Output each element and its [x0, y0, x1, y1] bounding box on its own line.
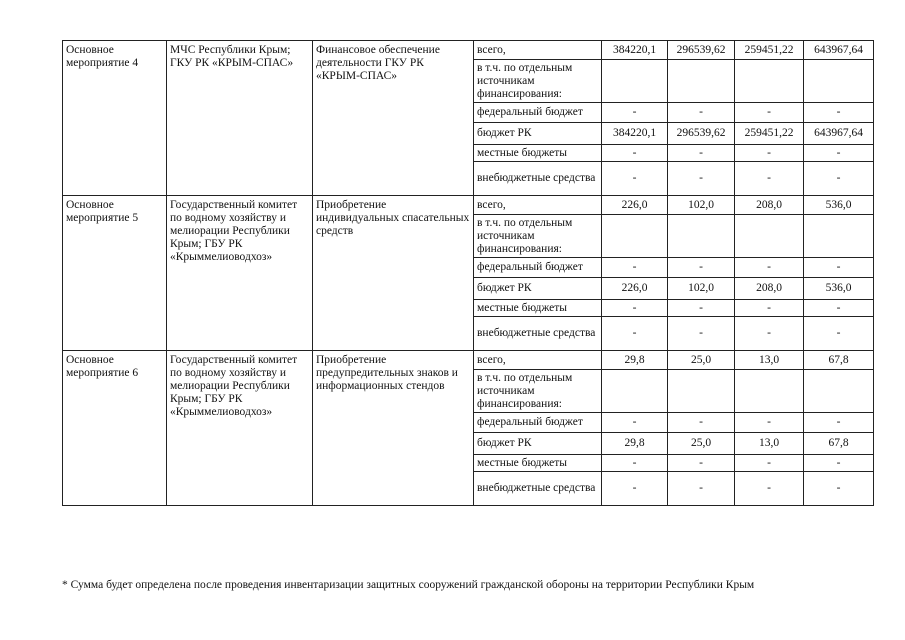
- source-label: в т.ч. по отдельным источникам финансирования:: [474, 60, 602, 103]
- amount-cell: [602, 215, 668, 258]
- amount-cell: 296539,62: [668, 123, 735, 145]
- amount-cell: 13,0: [735, 433, 804, 455]
- amount-cell: 643967,64: [804, 123, 874, 145]
- amount-cell: -: [804, 162, 874, 196]
- amount-cell: -: [602, 300, 668, 317]
- amount-cell: -: [804, 472, 874, 506]
- source-label: в т.ч. по отдельным источникам финансирования:: [474, 370, 602, 413]
- amount-cell: [602, 370, 668, 413]
- activity-cell: Основное мероприятие 4: [63, 41, 167, 196]
- purpose-cell: Приобретение предупредительных знаков и информационных стендов: [313, 351, 474, 506]
- amount-cell: -: [668, 455, 735, 472]
- table-body: [63, 41, 874, 506]
- source-label: всего,: [474, 196, 602, 215]
- amount-cell: -: [668, 162, 735, 196]
- amount-cell: [804, 215, 874, 258]
- amount-cell: 102,0: [668, 196, 735, 215]
- source-label: местные бюджеты: [474, 300, 602, 317]
- amount-cell: [668, 370, 735, 413]
- table-row: [63, 351, 874, 370]
- source-label: внебюджетные средства: [474, 317, 602, 351]
- source-label: внебюджетные средства: [474, 162, 602, 196]
- amount-cell: -: [804, 455, 874, 472]
- amount-cell: -: [735, 258, 804, 278]
- amount-cell: -: [668, 413, 735, 433]
- source-label: в т.ч. по отдельным источникам финансирования:: [474, 215, 602, 258]
- amount-cell: 643967,64: [804, 41, 874, 60]
- source-label: внебюджетные средства: [474, 472, 602, 506]
- amount-cell: 29,8: [602, 351, 668, 370]
- amount-cell: -: [735, 300, 804, 317]
- amount-cell: -: [668, 145, 735, 162]
- amount-cell: -: [735, 413, 804, 433]
- amount-cell: 25,0: [668, 433, 735, 455]
- amount-cell: -: [804, 103, 874, 123]
- amount-cell: [735, 370, 804, 413]
- amount-cell: 67,8: [804, 433, 874, 455]
- source-label: федеральный бюджет: [474, 103, 602, 123]
- amount-cell: -: [668, 472, 735, 506]
- source-label: федеральный бюджет: [474, 258, 602, 278]
- amount-cell: -: [735, 472, 804, 506]
- activity-cell: Основное мероприятие 5: [63, 196, 167, 351]
- executor-cell: Государственный комитет по водному хозяйству и мелиорации Республики Крым; ГБУ РК «Крыммелиоводхоз»: [167, 196, 313, 351]
- amount-cell: -: [804, 413, 874, 433]
- source-label: бюджет РК: [474, 123, 602, 145]
- amount-cell: [804, 370, 874, 413]
- amount-cell: [602, 60, 668, 103]
- amount-cell: 384220,1: [602, 123, 668, 145]
- source-label: бюджет РК: [474, 278, 602, 300]
- executor-cell: Государственный комитет по водному хозяйству и мелиорации Республики Крым; ГБУ РК «Крыммелиоводхоз»: [167, 351, 313, 506]
- amount-cell: 536,0: [804, 278, 874, 300]
- footnote: * Сумма будет определена после проведения инвентаризации защитных сооружений гражданской обороны на территории Республики Крым: [62, 579, 755, 591]
- amount-cell: -: [735, 455, 804, 472]
- amount-cell: -: [668, 103, 735, 123]
- source-label: бюджет РК: [474, 433, 602, 455]
- amount-cell: -: [735, 145, 804, 162]
- amount-cell: -: [668, 300, 735, 317]
- amount-cell: [735, 215, 804, 258]
- amount-cell: 259451,22: [735, 41, 804, 60]
- amount-cell: 25,0: [668, 351, 735, 370]
- amount-cell: -: [602, 103, 668, 123]
- amount-cell: [804, 60, 874, 103]
- table-row: [63, 41, 874, 60]
- amount-cell: -: [668, 258, 735, 278]
- amount-cell: -: [602, 258, 668, 278]
- amount-cell: 296539,62: [668, 41, 735, 60]
- amount-cell: -: [804, 258, 874, 278]
- amount-cell: 102,0: [668, 278, 735, 300]
- amount-cell: 384220,1: [602, 41, 668, 60]
- amount-cell: 208,0: [735, 196, 804, 215]
- amount-cell: 226,0: [602, 196, 668, 215]
- amount-cell: -: [735, 103, 804, 123]
- amount-cell: -: [602, 317, 668, 351]
- amount-cell: 536,0: [804, 196, 874, 215]
- financing-table: [62, 40, 874, 506]
- table-row: [63, 196, 874, 215]
- amount-cell: [735, 60, 804, 103]
- source-label: всего,: [474, 351, 602, 370]
- amount-cell: -: [804, 145, 874, 162]
- amount-cell: 259451,22: [735, 123, 804, 145]
- amount-cell: [668, 60, 735, 103]
- amount-cell: -: [602, 455, 668, 472]
- activity-cell: Основное мероприятие 6: [63, 351, 167, 506]
- amount-cell: -: [804, 300, 874, 317]
- purpose-cell: Приобретение индивидуальных спасательных средств: [313, 196, 474, 351]
- amount-cell: 29,8: [602, 433, 668, 455]
- source-label: местные бюджеты: [474, 455, 602, 472]
- amount-cell: 67,8: [804, 351, 874, 370]
- amount-cell: -: [602, 145, 668, 162]
- amount-cell: -: [602, 472, 668, 506]
- source-label: местные бюджеты: [474, 145, 602, 162]
- amount-cell: -: [804, 317, 874, 351]
- source-label: федеральный бюджет: [474, 413, 602, 433]
- amount-cell: -: [668, 317, 735, 351]
- amount-cell: 226,0: [602, 278, 668, 300]
- amount-cell: -: [602, 162, 668, 196]
- amount-cell: 13,0: [735, 351, 804, 370]
- purpose-cell: Финансовое обеспечение деятельности ГКУ РК «КРЫМ-СПАС»: [313, 41, 474, 196]
- amount-cell: -: [735, 317, 804, 351]
- source-label: всего,: [474, 41, 602, 60]
- amount-cell: -: [602, 413, 668, 433]
- amount-cell: -: [735, 162, 804, 196]
- amount-cell: 208,0: [735, 278, 804, 300]
- amount-cell: [668, 215, 735, 258]
- executor-cell: МЧС Республики Крым; ГКУ РК «КРЫМ-СПАС»: [167, 41, 313, 196]
